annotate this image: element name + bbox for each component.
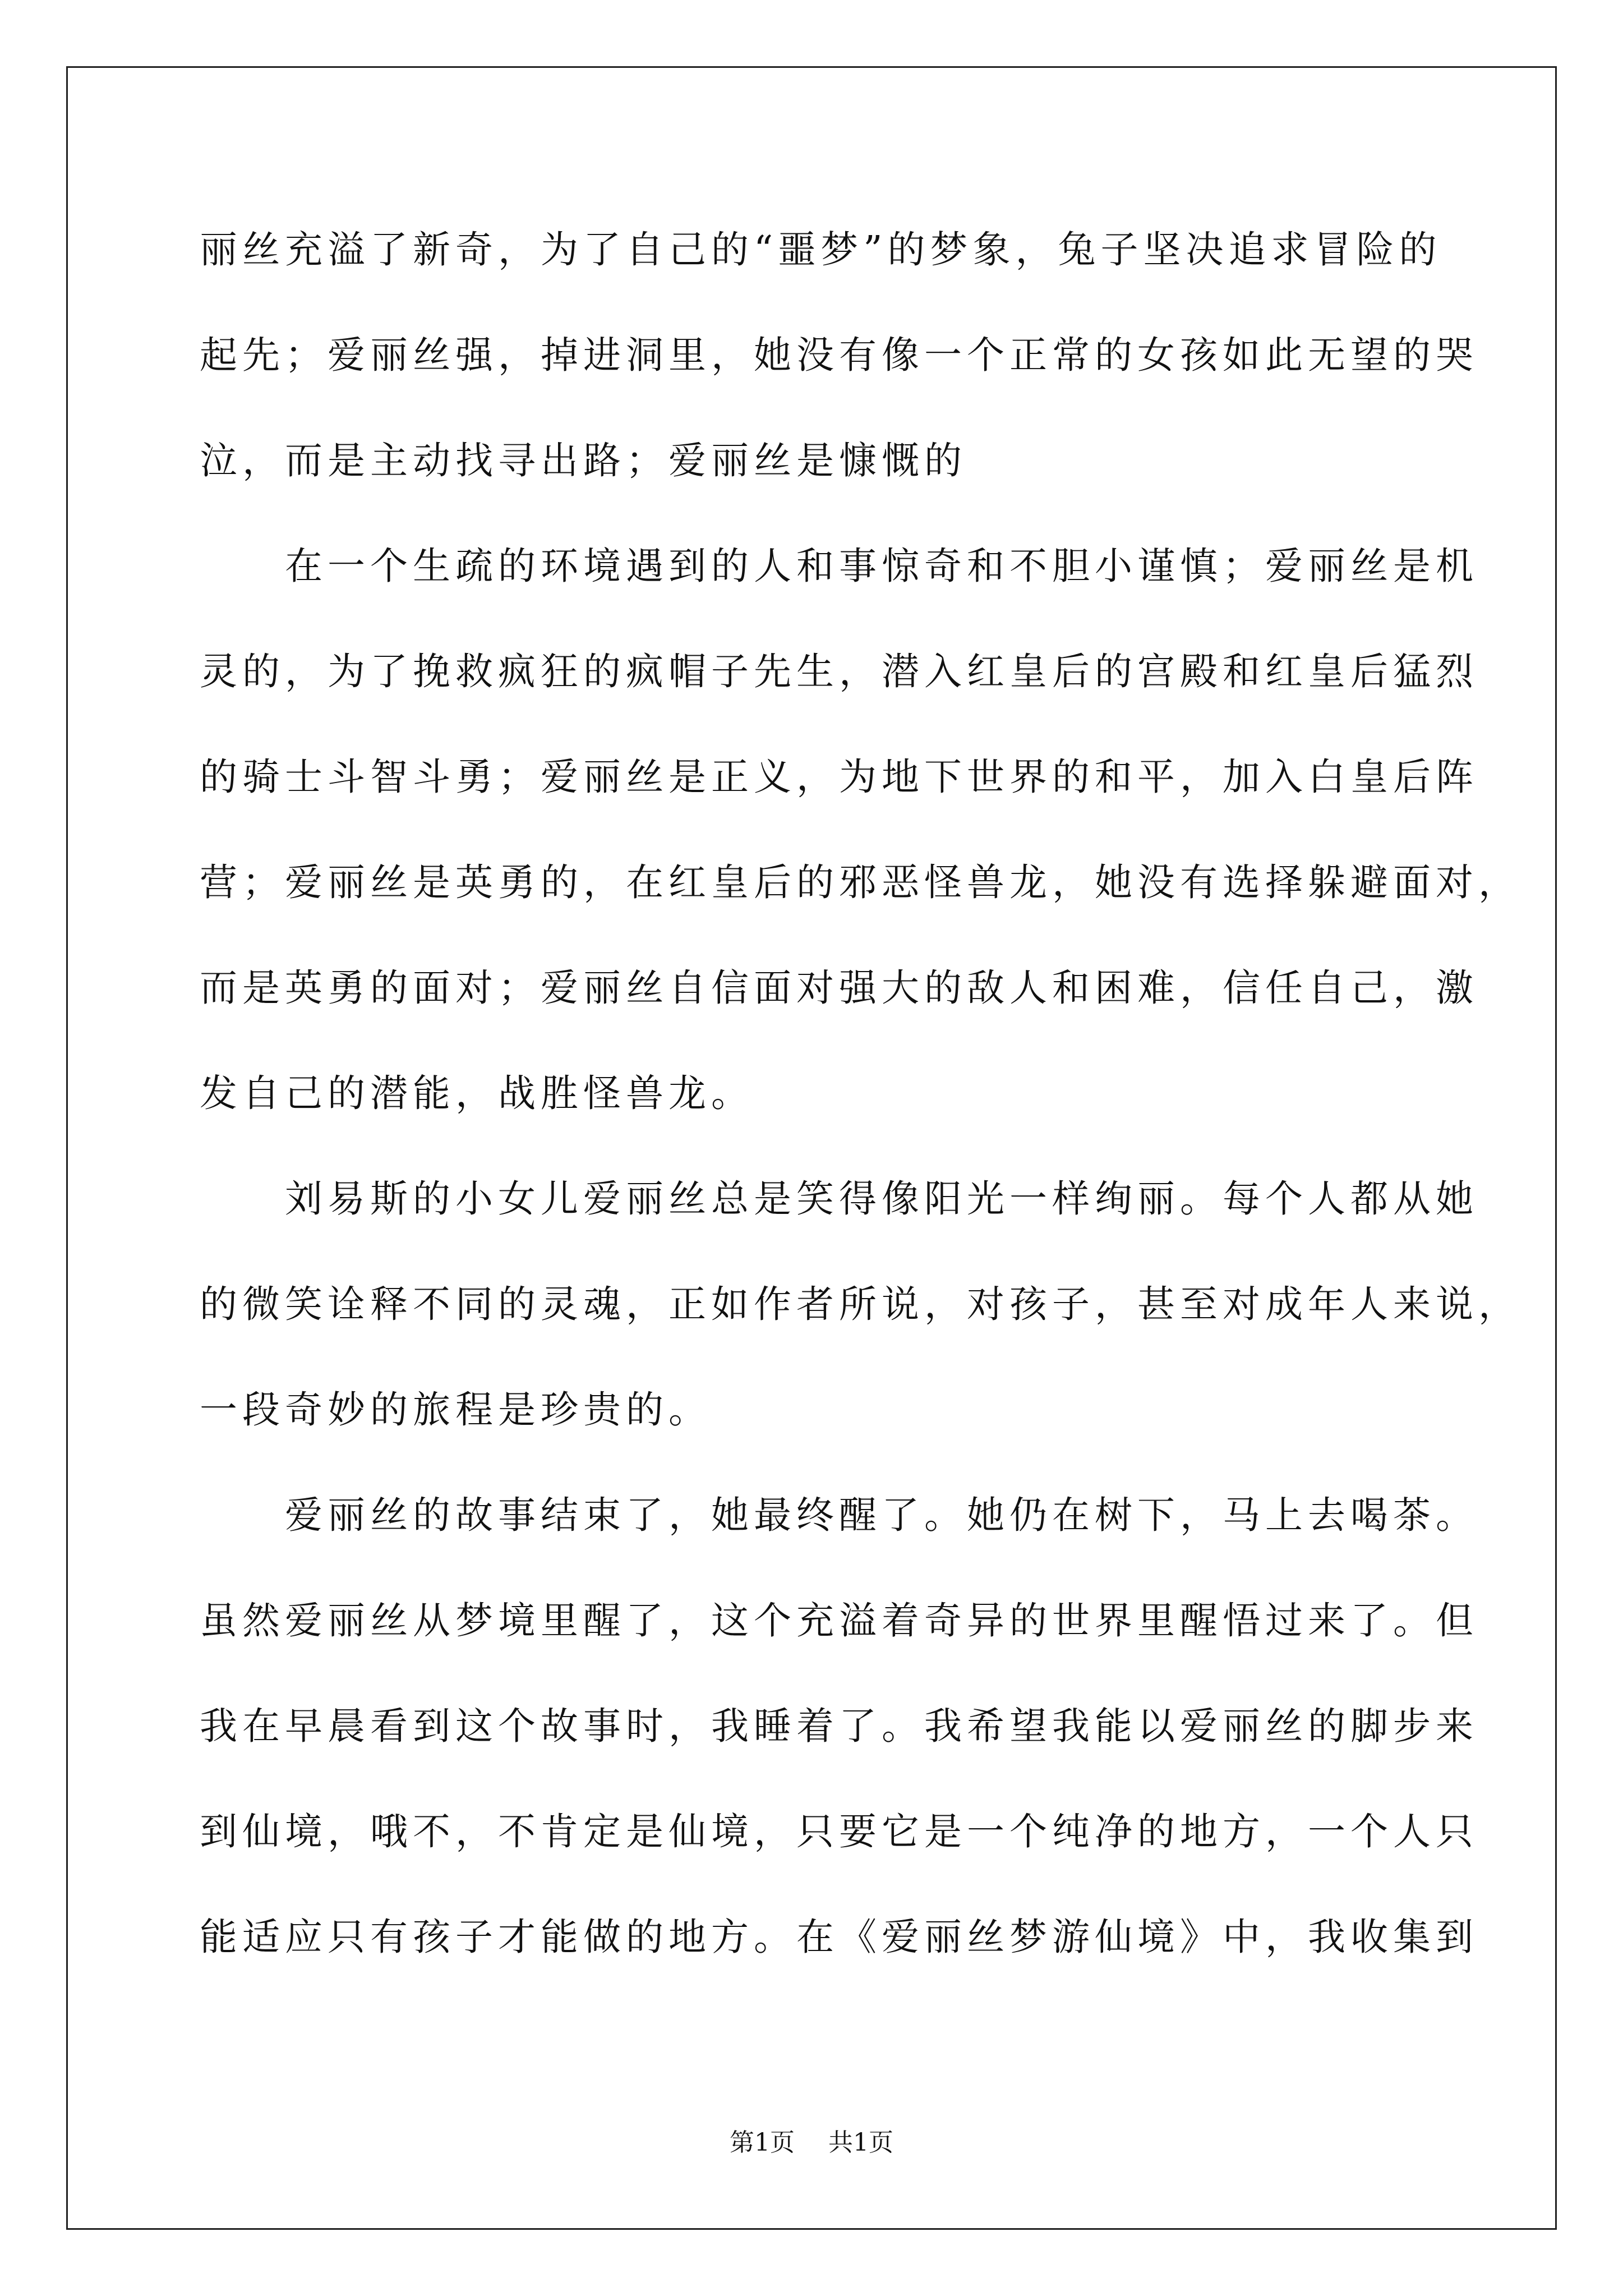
- text-line: 灵的，为了挽救疯狂的疯帽子先生，潜入红皇后的宫殿和红皇后猛烈: [200, 650, 1478, 693]
- text-line: 在一个生疏的环境遇到的人和事惊奇和不胆小谨慎；爱丽丝是机: [200, 544, 1478, 588]
- page-total: 共1页: [828, 2128, 893, 2157]
- text-line: 能适应只有孩子才能做的地方。在《爱丽丝梦游仙境》中，我收集到: [200, 1915, 1478, 1959]
- text-line: 我在早晨看到这个故事时，我睡着了。我希望我能以爱丽丝的脚步来: [200, 1704, 1478, 1748]
- text-line: 的骑士斗智斗勇；爱丽丝是正义，为地下世界的和平，加入白皇后阵: [200, 755, 1478, 799]
- text-line: 爱丽丝的故事结束了，她最终醒了。她仍在树下，马上去喝茶。: [200, 1493, 1478, 1537]
- text-line: 营；爱丽丝是英勇的，在红皇后的邪恶怪兽龙，她没有选择躲避面对，: [200, 861, 1521, 904]
- page-footer: [0, 2126, 1623, 2160]
- text-line: 刘易斯的小女儿爱丽丝总是笑得像阳光一样绚丽。每个人都从她: [200, 1177, 1478, 1221]
- text-line: 的微笑诠释不同的灵魂，正如作者所说，对孩子，甚至对成年人来说，: [200, 1282, 1521, 1326]
- text-line: 一段奇妙的旅程是珍贵的。: [200, 1388, 711, 1432]
- text-line: 虽然爱丽丝从梦境里醒了，这个充溢着奇异的世界里醒悟过来了。但: [200, 1599, 1478, 1642]
- text-line: 泣，而是主动找寻出路；爱丽丝是慷慨的: [200, 439, 967, 482]
- text-line: 到仙境，哦不，不肯定是仙境，只要它是一个纯净的地方，一个人只: [200, 1810, 1478, 1853]
- page-border: [66, 66, 1557, 2230]
- text-line: 发自己的潜能，战胜怪兽龙。: [200, 1071, 754, 1115]
- text-line: 起先；爱丽丝强，掉进洞里，她没有像一个正常的女孩如此无望的哭: [200, 333, 1478, 377]
- page-number: 第1页: [730, 2128, 795, 2157]
- text-line: 丽丝充溢了新奇，为了自己的“噩梦”的梦象，兔子坚决追求冒险的: [200, 228, 1442, 272]
- text-line: 而是英勇的面对；爱丽丝自信面对强大的敌人和困难，信任自己，激: [200, 966, 1478, 1010]
